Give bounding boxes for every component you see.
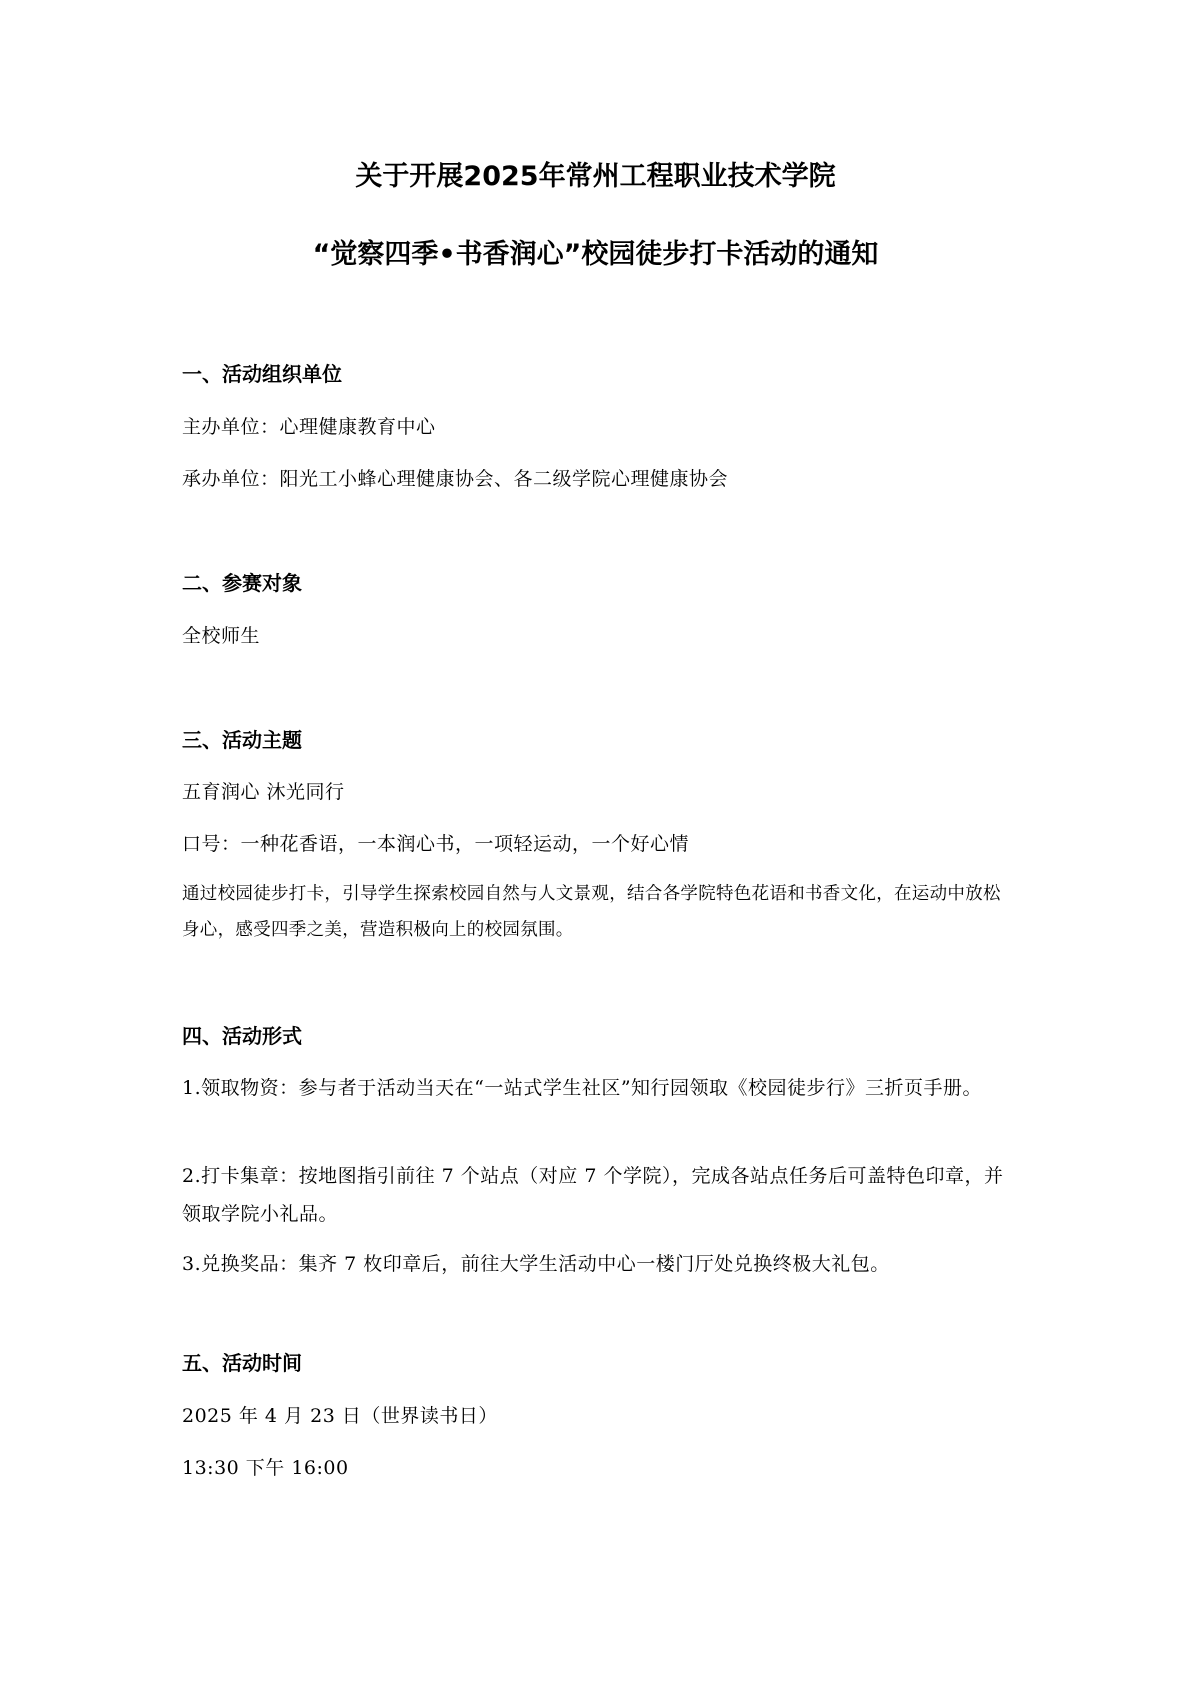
document-title-line-1: 关于开展2025年常州工程职业技术学院 bbox=[355, 161, 836, 192]
event-date-line: 2025 年 4 月 23 日（世界读书日） bbox=[182, 1405, 498, 1427]
format-item-2: 2.打卡集章：按地图指引前往 7 个站点（对应 7 个学院），完成各站点任务后可盖特色印章，并领取学院小礼品。 bbox=[182, 1165, 1004, 1225]
theme-description-paragraph: 通过校园徒步打卡，引导学生探索校园自然与人文景观，结合各学院特色花语和书香文化，在运动中放松身心，感受四季之美，营造积极向上的校园氛围。 bbox=[182, 884, 1001, 940]
document-title-line-2: “觉察四季•书香润心”校园徒步打卡活动的通知 bbox=[312, 239, 879, 270]
organizer-host-line: 主办单位：心理健康教育中心 bbox=[182, 416, 436, 438]
section-heading-theme: 三、活动主题 bbox=[182, 728, 302, 752]
section-heading-format: 四、活动形式 bbox=[182, 1024, 302, 1048]
section-heading-organizers: 一、活动组织单位 bbox=[182, 362, 342, 386]
section-heading-time: 五、活动时间 bbox=[182, 1351, 302, 1375]
slogan-line: 口号：一种花香语，一本润心书，一项轻运动，一个好心情 bbox=[182, 833, 690, 855]
format-item-3: 3.兑换奖品：集齐 7 枚印章后，前往大学生活动中心一楼门厅处兑换终极大礼包。 bbox=[182, 1253, 890, 1275]
participants-line: 全校师生 bbox=[182, 625, 261, 647]
format-item-1: 1.领取物资：参与者于活动当天在“一站式学生社区”知行园领取《校园徒步行》三折页手册。 bbox=[182, 1077, 983, 1099]
organizer-co-host-line: 承办单位：阳光工小蜂心理健康协会、各二级学院心理健康协会 bbox=[182, 468, 729, 490]
theme-line: 五育润心 沐光同行 bbox=[182, 781, 345, 803]
section-heading-participants: 二、参赛对象 bbox=[182, 571, 302, 595]
event-time-line: 13:30 下午 16:00 bbox=[182, 1457, 349, 1479]
